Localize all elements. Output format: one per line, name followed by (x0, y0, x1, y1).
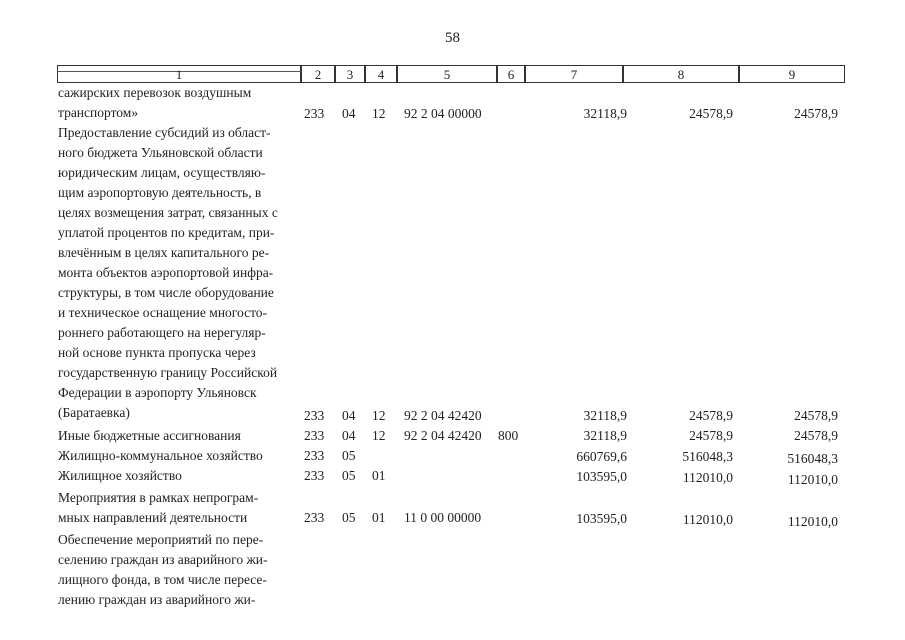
cell-col7: 32118,9 (583, 428, 627, 443)
header-col-2: 2 (314, 67, 322, 82)
desc-line: Иные бюджетные ассигнования (58, 428, 241, 443)
cell-pr: 12 (372, 106, 386, 121)
cell-col9: 24578,9 (794, 106, 838, 121)
desc-line: селению граждан из аварийного жи- (58, 552, 268, 567)
table-row-desc (58, 83, 298, 123)
cell-grbs: 233 (304, 510, 325, 525)
table-row-desc (58, 530, 298, 610)
cell-col7: 660769,6 (576, 449, 627, 464)
table-row-desc (58, 123, 298, 423)
header-col-6: 6 (507, 67, 515, 82)
header-col-5: 5 (443, 67, 451, 82)
table-row-desc (58, 446, 298, 466)
cell-col8: 112010,0 (682, 512, 733, 527)
page-number: 58 (445, 30, 460, 46)
desc-line: мных направлений деятельности (58, 510, 248, 525)
cell-csr: 92 2 04 42420 (404, 428, 482, 443)
desc-line: Мероприятия в рамках непрограм- (58, 490, 259, 505)
desc-line: структуры, в том числе оборудование (58, 285, 274, 300)
desc-line: щим аэропортовую деятельность, в (58, 185, 262, 200)
desc-line: лищного фонда, в том числе пересе- (58, 572, 267, 587)
header-col-3: 3 (346, 67, 354, 82)
desc-line: юридическим лицам, осуществляю- (58, 165, 266, 180)
cell-grbs: 233 (304, 448, 325, 463)
cell-pr: 01 (372, 510, 386, 525)
header-col-8: 8 (677, 67, 685, 82)
cell-rz: 04 (342, 408, 356, 423)
desc-line: (Баратаевка) (58, 405, 130, 420)
cell-col8: 112010,0 (682, 470, 733, 485)
desc-line: Обеспечение мероприятий по пере- (58, 532, 264, 547)
cell-rz: 05 (342, 510, 356, 525)
cell-csr: 11 0 00 00000 (404, 510, 482, 525)
cell-col9: 24578,9 (794, 428, 838, 443)
table-row-desc (58, 466, 298, 486)
desc-line: влечённым в целях капитального ре- (58, 245, 270, 260)
header-col-7: 7 (570, 67, 578, 82)
cell-col9: 112010,0 (787, 514, 838, 529)
header-col-4: 4 (377, 67, 385, 82)
desc-line: Жилищное хозяйство (58, 468, 182, 483)
desc-line: Жилищно-коммунальное хозяйство (58, 448, 263, 463)
desc-line: роннего работающего на нерегуляр- (58, 325, 266, 340)
cell-col9: 24578,9 (794, 408, 838, 423)
cell-rz: 04 (342, 428, 356, 443)
cell-grbs: 233 (304, 408, 325, 423)
cell-col7: 32118,9 (583, 408, 627, 423)
cell-pr: 01 (372, 468, 386, 483)
cell-grbs: 233 (304, 106, 325, 121)
desc-line: государственную границу Российской (58, 365, 278, 380)
cell-vr: 800 (498, 428, 519, 443)
table-row-desc (58, 426, 298, 446)
cell-col7: 32118,9 (583, 106, 627, 121)
cell-col9: 516048,3 (787, 451, 838, 466)
cell-csr: 92 2 04 00000 (404, 106, 482, 121)
cell-rz: 05 (342, 448, 356, 463)
cell-pr: 12 (372, 408, 386, 423)
desc-line: лению граждан из аварийного жи- (58, 592, 256, 607)
table-row-desc (58, 488, 298, 528)
cell-col7: 103595,0 (576, 469, 627, 484)
cell-col8: 24578,9 (689, 408, 733, 423)
cell-rz: 05 (342, 468, 356, 483)
desc-line: ной основе пункта пропуска через (58, 345, 256, 360)
desc-line: целях возмещения затрат, связанных с (58, 205, 278, 220)
desc-line: Предоставление субсидий из област- (58, 125, 271, 140)
cell-col8: 24578,9 (689, 428, 733, 443)
cell-col7: 103595,0 (576, 511, 627, 526)
cell-col9: 112010,0 (787, 472, 838, 487)
header-col-9: 9 (788, 67, 796, 82)
cell-grbs: 233 (304, 428, 325, 443)
cell-col8: 24578,9 (689, 106, 733, 121)
desc-line: монта объектов аэропортовой инфра- (58, 265, 274, 280)
cell-pr: 12 (372, 428, 386, 443)
cell-col8: 516048,3 (682, 449, 733, 464)
desc-line: и техническое оснащение многосто- (58, 305, 268, 320)
cell-csr: 92 2 04 42420 (404, 408, 482, 423)
desc-line: Федерации в аэропорту Ульяновск (58, 385, 257, 400)
desc-line: уплатой процентов по кредитам, при- (58, 225, 275, 240)
cell-rz: 04 (342, 106, 356, 121)
header-col-1: 1 (175, 67, 183, 82)
desc-line: ного бюджета Ульяновской области (58, 145, 263, 160)
desc-line: транспортом» (58, 105, 139, 120)
cell-grbs: 233 (304, 468, 325, 483)
desc-line: сажирских перевозок воздушным (58, 85, 252, 100)
